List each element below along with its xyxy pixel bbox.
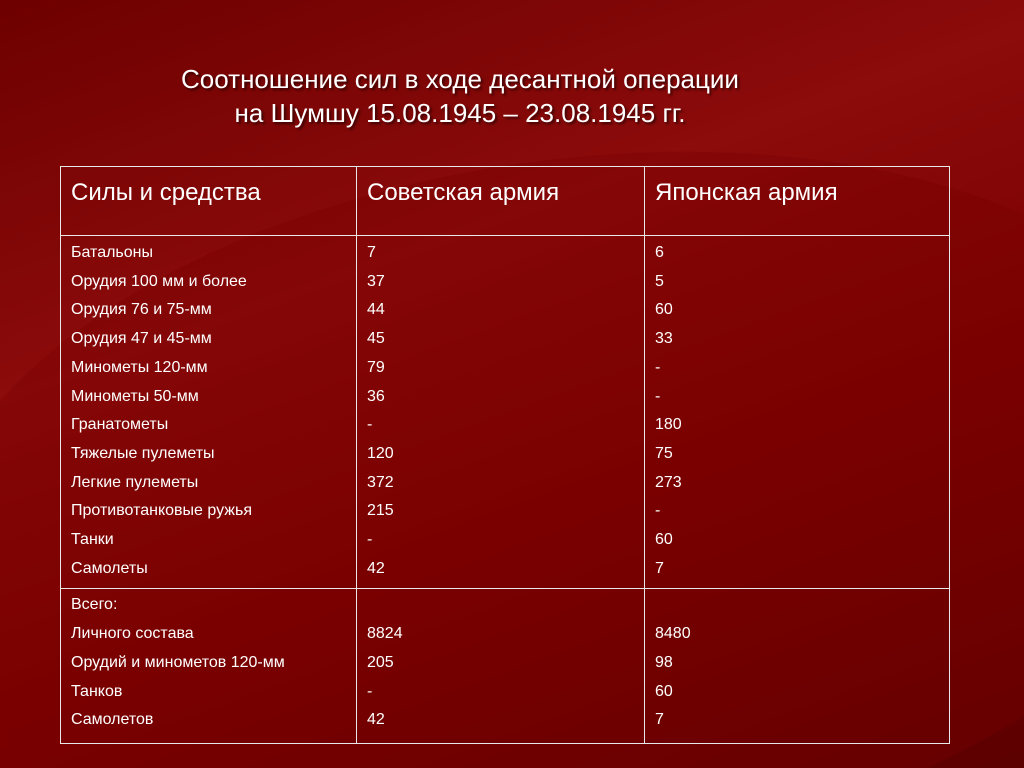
spacer <box>655 591 939 620</box>
soviet-value: - <box>367 531 373 549</box>
japanese-value: 33 <box>655 330 673 348</box>
soviet-value: 205 <box>367 653 394 671</box>
soviet-values-cell <box>357 236 645 589</box>
soviet-value: 372 <box>367 473 394 491</box>
table-row <box>61 589 950 744</box>
soviet-value: 42 <box>367 559 385 577</box>
header-soviet <box>357 167 645 236</box>
japanese-value: 60 <box>655 301 673 319</box>
header-japanese-label: Японская армия <box>655 179 838 206</box>
soviet-value: 7 <box>367 244 376 261</box>
row-label: Самолетов <box>71 711 154 729</box>
soviet-value: - <box>367 682 373 700</box>
japanese-value: 5 <box>655 272 664 290</box>
soviet-value: 215 <box>367 502 394 520</box>
title-line-2: на Шумшу 15.08.1945 – 23.08.1945 гг. <box>234 98 686 128</box>
row-label: Тяжелые пулеметы <box>71 444 215 462</box>
japanese-value: - <box>655 358 661 376</box>
row-label: Противотанковые ружья <box>71 502 252 520</box>
row-label: Личного состава <box>71 625 194 643</box>
japanese-value: 7 <box>655 711 664 729</box>
row-label: Батальоны <box>71 244 153 261</box>
row-label: Танков <box>71 682 123 700</box>
japanese-value: 180 <box>655 416 682 434</box>
spacer <box>367 591 634 620</box>
soviet-value: 79 <box>367 358 385 376</box>
header-forces-label: Силы и средства <box>71 179 261 206</box>
japanese-value: 98 <box>655 653 673 671</box>
soviet-value: 42 <box>367 711 385 729</box>
japanese-value: - <box>655 502 661 520</box>
row-label: Орудия 76 и 75-мм <box>71 301 212 319</box>
soviet-value: - <box>367 416 373 434</box>
soviet-value: 44 <box>367 301 385 319</box>
row-label: Минометы 50-мм <box>71 387 199 405</box>
japanese-value: 60 <box>655 682 673 700</box>
soviet-value: 120 <box>367 444 394 462</box>
japanese-value: 7 <box>655 559 664 577</box>
forces-table <box>60 166 950 744</box>
japanese-totals-cell <box>645 589 950 744</box>
row-label: Орудия 47 и 45-мм <box>71 330 212 348</box>
soviet-value: 36 <box>367 387 385 405</box>
soviet-value: 8824 <box>367 625 403 643</box>
row-label: Минометы 120-мм <box>71 358 208 376</box>
soviet-value: 37 <box>367 272 385 290</box>
row-label: Легкие пулеметы <box>71 473 199 491</box>
row-label: Орудия 100 мм и более <box>71 272 247 290</box>
header-soviet-label: Советская армия <box>367 179 560 206</box>
row-label: Орудий и минометов 120-мм <box>71 653 285 671</box>
japanese-values-cell <box>645 236 950 589</box>
soviet-totals-cell <box>357 589 645 744</box>
labels-cell <box>61 236 357 589</box>
row-label: Самолеты <box>71 559 148 577</box>
row-label: Гранатометы <box>71 416 169 434</box>
totals-heading: Всего: <box>71 596 118 614</box>
japanese-value: 60 <box>655 531 673 549</box>
japanese-value: 75 <box>655 444 673 462</box>
totals-labels-cell <box>61 589 357 744</box>
header-forces <box>61 167 357 236</box>
page-title <box>0 62 920 130</box>
japanese-value: 6 <box>655 244 664 261</box>
title-line-1: Соотношение сил в ходе десантной операции <box>181 64 739 94</box>
table-header-row <box>61 167 950 236</box>
table-row <box>61 236 950 589</box>
japanese-value: 8480 <box>655 625 691 643</box>
header-japanese <box>645 167 950 236</box>
japanese-value: - <box>655 387 661 405</box>
soviet-value: 45 <box>367 330 385 348</box>
japanese-value: 273 <box>655 473 682 491</box>
row-label: Танки <box>71 531 114 549</box>
